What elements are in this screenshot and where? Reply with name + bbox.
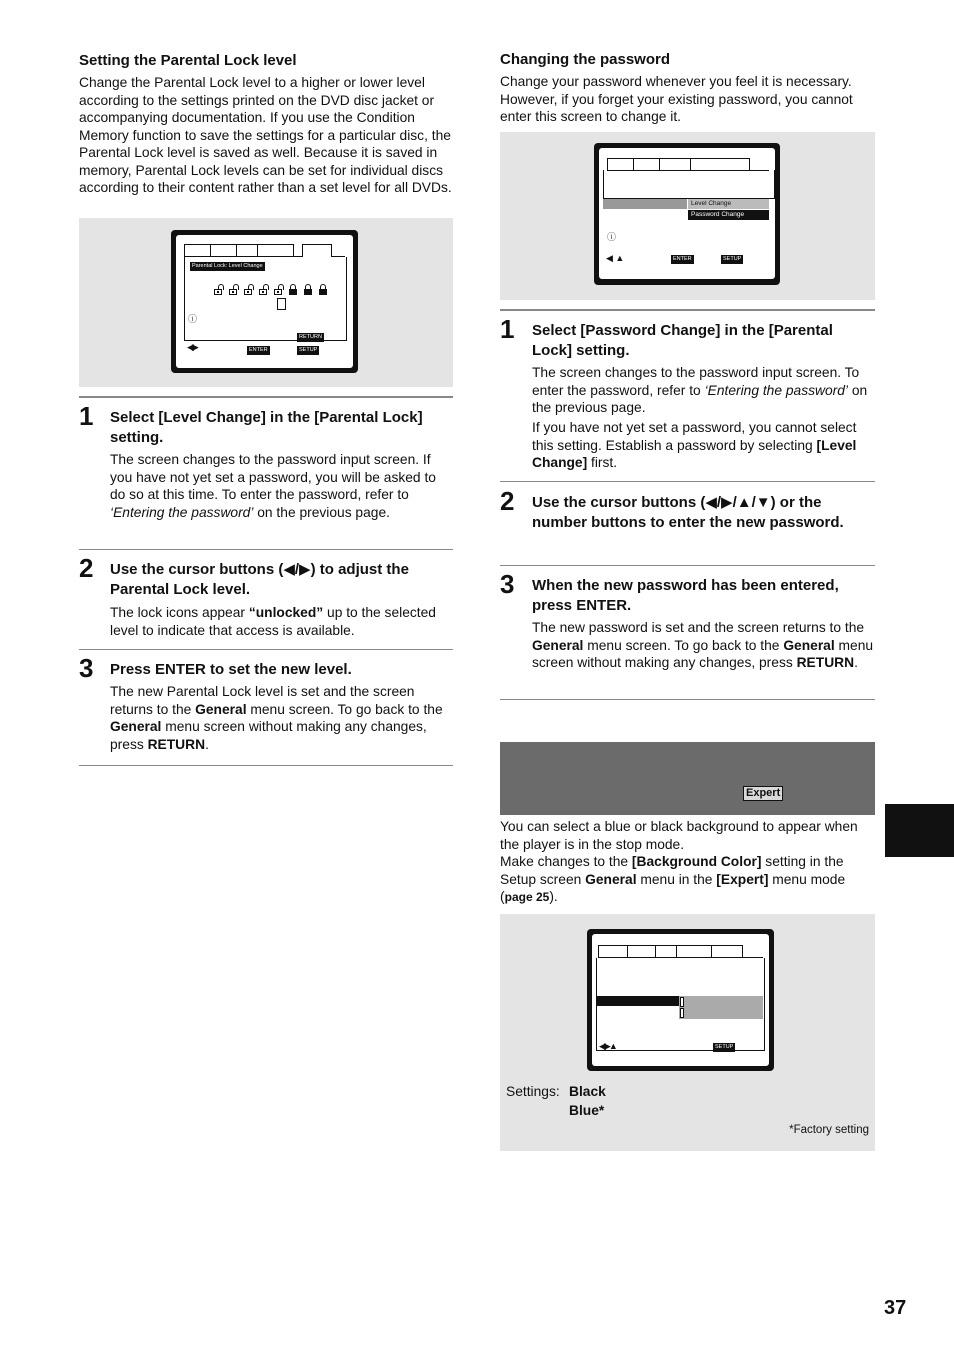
step-number-2: 2 [79, 553, 94, 583]
info-icon: ⓘ [607, 232, 617, 242]
divider [500, 309, 875, 311]
option-cursor [680, 997, 684, 1007]
background-color-banner [500, 742, 875, 815]
page-number: 37 [884, 1297, 907, 1319]
unlocked-icon [259, 289, 267, 295]
tv-frame [594, 143, 780, 285]
setup-button-label: SETUP [723, 256, 742, 262]
option-cursor [680, 1008, 684, 1018]
pw-step-3-heading: When the new password has been entered, press ENTER. [532, 577, 839, 614]
unlocked-icon [274, 289, 282, 295]
divider [79, 549, 453, 550]
selected-row-bar [603, 199, 687, 209]
step-number-1: 1 [79, 401, 94, 431]
chapter-tab [885, 804, 954, 857]
setting-option-black: Black [569, 1084, 606, 1099]
parental-lock-intro: Change the Parental Lock level to a higher or lower level according to the settings printed on the DVD disc jacket or accompanying documentation. If you use the Condition Memory function to save the settings for a particular disc, the Parental Lock level is saved as well. Because it is saved in memory, Parental Lock levels can be set for individual discs according to their content rather than a set level for all DVDs. [79, 75, 452, 195]
lock-icons-row [214, 283, 334, 297]
tv-screen [592, 934, 769, 1066]
left-right-cursor-icon: ◀▶ [187, 342, 197, 352]
tv-screen [176, 235, 353, 368]
enter-button-label: ENTER [249, 347, 268, 353]
screen-title-label: Parental Lock: Level Change [192, 263, 263, 269]
step-number-3: 3 [500, 569, 515, 599]
divider [79, 765, 453, 766]
return-button-label: RETURN [299, 334, 322, 340]
level-change-figure [79, 218, 453, 387]
pw-step-1-body2: If you have not yet set a password, you cannot select this setting. Establish a password by selecting [Level Change] first. [532, 420, 857, 470]
setup-button-label: SETUP [299, 347, 318, 353]
divider [500, 565, 875, 566]
cursor-icons: ◀▶▲ [599, 1041, 616, 1051]
menu-tabs [184, 244, 345, 257]
step-3-heading: Press ENTER to set the new level. [110, 661, 352, 678]
step-2-body: The lock icons appear “unlocked” up to the selected level to indicate that access is available. [110, 605, 436, 638]
section-heading-changing-password: Changing the password [500, 51, 671, 68]
options-list [679, 996, 763, 1019]
bg-intro-2: Make changes to the [Background Color] setting in the Setup screen General menu in the [Expert] menu mode (page 25). [500, 854, 846, 904]
pw-step-2-heading: Use the cursor buttons (◀/▶/▲/▼) or the number buttons to enter the new password. [532, 494, 844, 531]
option-password-change: Password Change [688, 210, 769, 220]
changing-password-intro: Change your password whenever you feel it is necessary. However, if you forget your existing password, you cannot enter this screen to change it. [500, 74, 853, 124]
menu-panel [603, 170, 775, 199]
lock-icon [319, 289, 327, 295]
unlocked-icon [214, 289, 222, 295]
lock-icon [289, 289, 297, 295]
setup-button-label: SETUP [715, 1044, 734, 1050]
lock-icon [304, 289, 312, 295]
settings-label: Settings: [506, 1084, 560, 1099]
divider [500, 699, 875, 700]
section-heading-parental-lock-level: Setting the Parental Lock level [79, 52, 297, 69]
tv-screen [599, 148, 775, 279]
step-1-body: The screen changes to the password input screen. If you have not yet set a password, you will be asked to do so at this time. To enter the password, refer to ‘Entering the password’ on the previous page. [110, 452, 436, 520]
enter-button-label: ENTER [673, 256, 692, 262]
unlocked-icon [244, 289, 252, 295]
pw-step-1-body: The screen changes to the password input screen. To enter the password, refer to ‘Entering the password’ on the previous page. [532, 365, 868, 415]
divider [79, 649, 453, 650]
step-3-body: The new Parental Lock level is set and the screen returns to the General menu screen. To go back to the General menu screen without making any changes, press RETURN. [110, 684, 443, 752]
step-1-heading: Select [Level Change] in the [Parental Lock] setting. [110, 409, 423, 446]
step-number-3: 3 [79, 653, 94, 683]
factory-setting-note: *Factory setting [789, 1124, 869, 1136]
tv-frame [587, 929, 774, 1071]
divider [79, 396, 453, 398]
step-number-2: 2 [500, 486, 515, 516]
password-change-figure [500, 132, 875, 300]
selected-row-bar [596, 996, 679, 1006]
pw-step-3-body: The new password is set and the screen returns to the General menu screen. To go back to the General menu screen without making any changes, press RETURN. [532, 620, 874, 670]
step-2-heading: Use the cursor buttons (◀/▶) to adjust the Parental Lock level. [110, 561, 409, 598]
setting-option-blue: Blue* [569, 1103, 605, 1118]
bg-intro-1: You can select a blue or black background to appear when the player is in the stop mode. [500, 819, 858, 852]
background-color-figure [500, 914, 875, 1151]
level-cursor [277, 298, 286, 310]
step-number-1: 1 [500, 314, 515, 344]
pw-step-1-heading: Select [Password Change] in the [Parental Lock] setting. [532, 322, 833, 359]
expert-badge: Expert [743, 786, 783, 801]
unlocked-icon [229, 289, 237, 295]
cursor-icons: ◀ ▲ [606, 253, 625, 263]
option-level-change: Level Change [688, 199, 769, 209]
divider [500, 481, 875, 482]
tv-frame [171, 230, 358, 373]
menu-tabs [598, 945, 763, 958]
info-icon: ⓘ [188, 314, 198, 324]
